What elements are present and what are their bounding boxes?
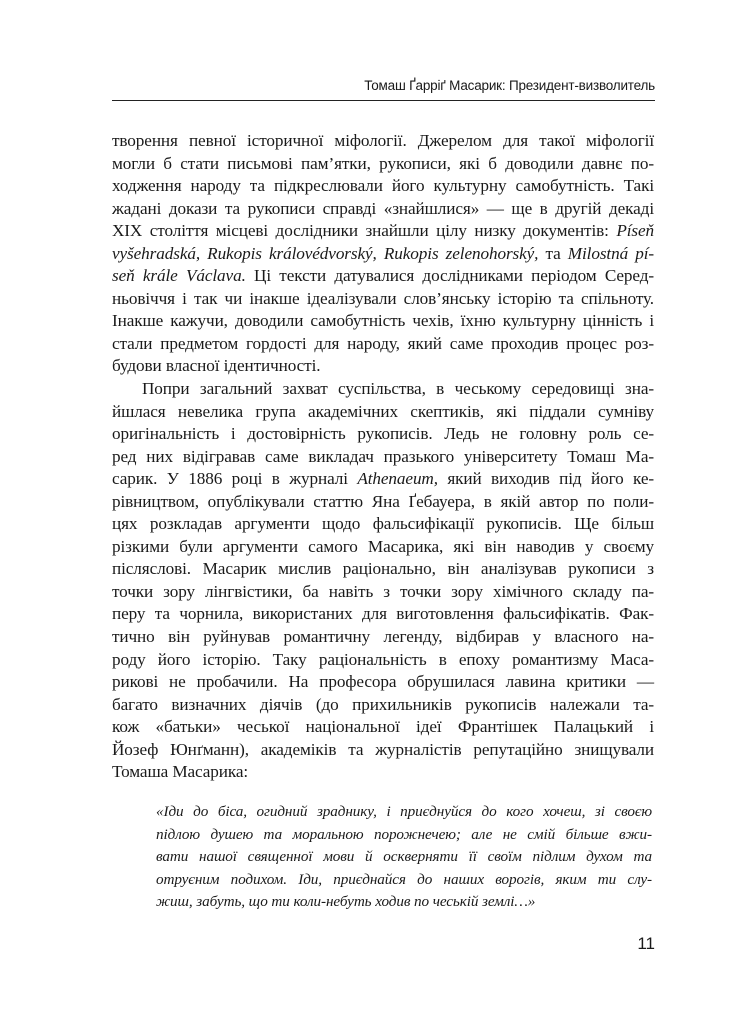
header-rule	[112, 100, 655, 101]
text-line	[112, 694, 654, 717]
text-run: стали предметом гордості для народу, який саме проходив процес роз-	[112, 333, 654, 353]
text-line	[112, 558, 654, 581]
text-run: Попри загальний захват суспільства, в чеському середовищі зна-	[142, 379, 654, 399]
italic-title: seň krále Václava.	[112, 266, 246, 286]
paragraph-2	[112, 378, 654, 784]
quote-line: жиш, забуть, що ти коли-небуть ходив по чеській землі…»	[156, 893, 536, 911]
quote-line: «Іди до біса, огидний зраднику, і приєднуйся до кого хочеш, зі своєю	[156, 803, 652, 820]
text-run: творення певної історичної міфології. Джерелом для такої міфології	[112, 131, 654, 150]
text-line	[112, 130, 654, 153]
text-run: кож «батьки» чеської національної ідеї Франтішек Палацький і	[112, 717, 654, 737]
text-line	[112, 220, 654, 243]
text-line	[112, 423, 654, 446]
text-run: могли б стати письмові пам’ятки, рукописи, які б доводили давнє по-	[112, 153, 654, 173]
text-line	[112, 378, 654, 401]
text-run: перу та чорнила, використаних для виготовлення фальсифікатів. Фак-	[112, 604, 654, 624]
text-run: багато визначних діячів (до прихильників рукописів належали та-	[112, 694, 654, 714]
text-line	[112, 175, 654, 198]
block-quote	[156, 801, 652, 914]
quote-line: вати нашої священної мови й оскверняти її своїм підлим духом та	[156, 848, 652, 866]
quote-line: підлою душею та моральною порожнечею; але не смій більше вжи-	[156, 825, 652, 843]
text-run: тично він руйнував романтичну легенду, відбирав у власного на-	[112, 627, 654, 647]
paragraph-1	[112, 130, 654, 378]
text-run: XIX століття місцеві дослідники знайшли цілу низку документів:	[112, 221, 617, 241]
text-run: ходження народу та підкреслювали його культурну самобутність. Такі	[112, 176, 654, 196]
text-line	[112, 603, 654, 626]
text-run: роду його історію. Таку раціональність в епоху романтизму Маса-	[112, 649, 654, 669]
text-line	[112, 288, 654, 311]
page-number: 11	[637, 934, 655, 953]
text-line	[112, 649, 654, 672]
text-line	[112, 536, 654, 559]
text-line	[112, 671, 654, 694]
text-run: оригінальність і достовірність рукописів. Ледь не головну роль се-	[112, 424, 654, 444]
text-run: Йозеф Юнґманн), академіків та журналістів репутаційно знищували	[112, 739, 654, 759]
text-line	[112, 468, 654, 491]
text-line	[112, 153, 654, 176]
text-run: рикові не пробачили. На професора обрушилася лавина критики —	[112, 672, 654, 692]
text-line	[112, 761, 654, 784]
text-line	[112, 581, 654, 604]
text-run: рівництвом, опублікували статтю Яна Ґебауера, в якій автор по поли-	[112, 491, 654, 511]
text-run: Томаша Масарика:	[112, 762, 249, 782]
text-line	[112, 333, 654, 356]
italic-title: Athenaeum,	[357, 469, 438, 489]
text-run: жадані докази та рукописи справді «знайшлися» — ще в другій декаді	[112, 198, 654, 218]
text-line	[112, 401, 654, 424]
text-run: який виходив під його ке-	[437, 469, 654, 489]
text-line	[112, 626, 654, 649]
text-run: йшлася невелика група академічних скептиків, які піддали сумніву	[112, 401, 654, 421]
text-run: ньовіччя і так чи інакше ідеалізували слов’янську історію та спільноту.	[112, 288, 654, 308]
text-line	[112, 265, 654, 288]
text-line	[112, 513, 654, 536]
text-run: різкими були аргументи самого Масарика, які він наводив у своєму	[112, 536, 654, 556]
text-line	[112, 198, 654, 221]
text-line	[112, 716, 654, 739]
text-run: ред них відігравав саме викладач празького університету Томаш Ма-	[112, 446, 654, 466]
quote-line: отруєним подихом. Іди, приєднайся до наших ворогів, яким ти слу-	[156, 870, 652, 888]
text-line	[112, 446, 654, 469]
text-run: будови власної ідентичності.	[112, 356, 321, 376]
running-header: Томаш Ґарріґ Масарик: Президент-визволитель	[364, 78, 655, 93]
text-line	[112, 310, 654, 333]
italic-title: vyšehradská, Rukopis královédvorský, Rukopis zelenohorský,	[112, 243, 539, 263]
text-run: післяслові. Масарик мислив раціонально, він аналізував рукописи з	[112, 559, 654, 579]
text-run: сарик. У 1886 році в журналі	[112, 469, 358, 489]
text-line	[112, 739, 654, 762]
text-line	[112, 355, 654, 378]
text-run: цях розкладав аргументи щодо фальсифікації рукописів. Ще більш	[112, 514, 654, 534]
text-line	[112, 243, 654, 266]
text-run: Ці тексти датувалися дослідниками періодом Серед-	[245, 266, 654, 286]
body-text	[112, 130, 654, 784]
text-run: точки зору лінгвістики, ба навіть з точки зору хімічного складу па-	[112, 581, 654, 601]
text-run: та	[538, 243, 568, 263]
italic-title: Píseň	[616, 221, 654, 241]
text-run: Інакше кажучи, доводили самобутність чехів, їхню культурну цінність і	[112, 311, 654, 331]
italic-title: Milostná pí-	[567, 243, 655, 263]
text-line	[112, 491, 654, 514]
